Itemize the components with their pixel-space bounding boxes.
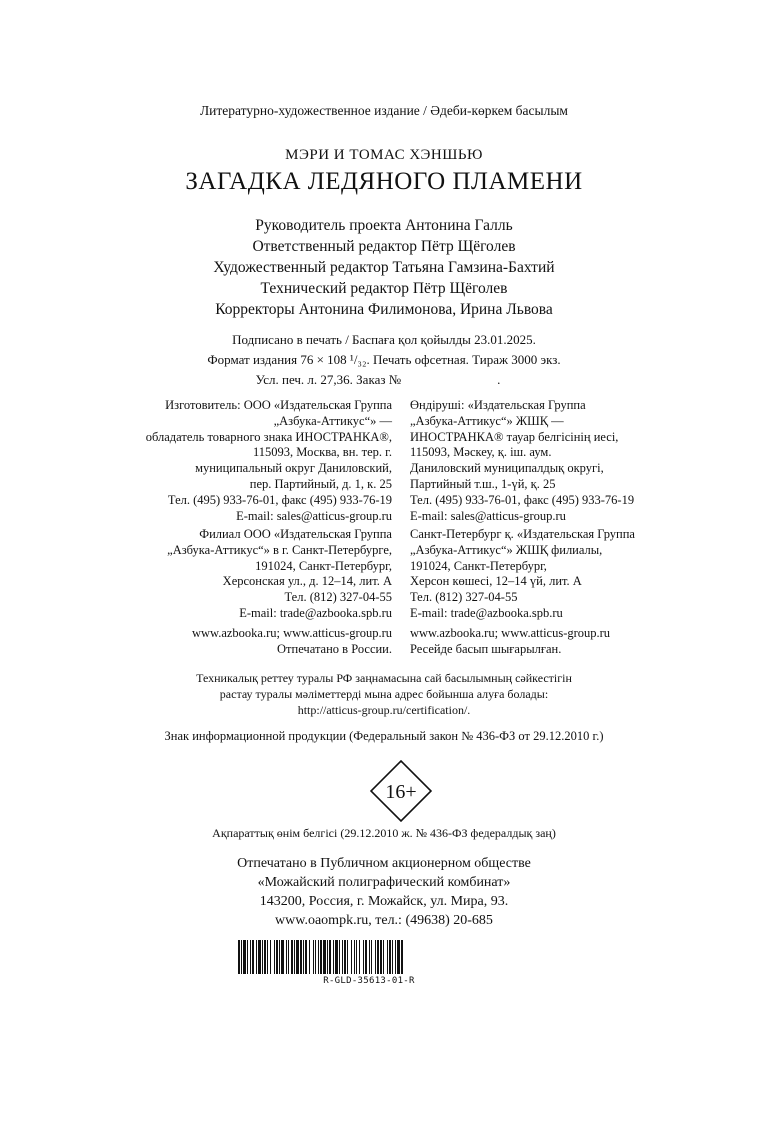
barcode-bar bbox=[347, 940, 348, 974]
barcode-bar bbox=[286, 940, 287, 974]
sheets-order-line bbox=[0, 370, 762, 390]
manufacturer-ru-line: Тел. (495) 933-76-01, факс (495) 933-76-19 bbox=[167, 492, 392, 507]
branch-kz bbox=[410, 527, 635, 622]
sheets-end: . bbox=[497, 372, 501, 387]
barcode-bar bbox=[395, 940, 396, 974]
barcode-bar bbox=[375, 940, 376, 974]
printer-line: «Можайский полиграфический комбинат» bbox=[257, 875, 511, 890]
barcode-bar bbox=[303, 940, 304, 974]
barcode bbox=[238, 940, 538, 974]
barcode-bar bbox=[354, 940, 355, 974]
manufacturer-ru-line: „Азбука-Аттикус“» — bbox=[273, 413, 392, 428]
barcode-bar bbox=[377, 940, 379, 974]
barcode-bar bbox=[315, 940, 316, 974]
branch-ru-line: Филиал ООО «Издательская Группа bbox=[199, 527, 392, 541]
sheets-text: Усл. печ. л. 27,36. Заказ № bbox=[255, 372, 402, 387]
manufacturer-kz-line: ИНОСТРАНКА® тауар белгісінің иесі, bbox=[410, 429, 619, 444]
barcode-bar bbox=[387, 940, 388, 974]
barcode-bar bbox=[401, 940, 403, 974]
barcode-bar bbox=[276, 940, 278, 974]
barcode-bar bbox=[241, 940, 242, 974]
manufacturer-ru-line: Изготовитель: ООО «Издательская Группа bbox=[165, 398, 392, 412]
manufacturer-kz-line: Тел. (495) 933-76-01, факс (495) 933-76-19 bbox=[410, 492, 635, 507]
credits-block bbox=[0, 215, 768, 320]
barcode-bar bbox=[294, 940, 295, 974]
barcode-bar bbox=[397, 940, 400, 974]
branch-kz-line: 191024, Санкт-Петербург, bbox=[410, 558, 547, 573]
barcode-bar bbox=[291, 940, 293, 974]
manufacturer-kz-line: Даниловский муниципалдық округі, bbox=[410, 461, 604, 476]
printer-line: 143200, Россия, г. Можайск, ул. Мира, 93. bbox=[259, 894, 509, 909]
credit-line: Художественный редактор Татьяна Гамзина-Бахтий bbox=[213, 259, 555, 276]
manufacturer-kz-line: Партийный т.ш., 1-үй, қ. 25 bbox=[410, 476, 556, 491]
book-title: ЗАГАДКА ЛЕДЯНОГО ПЛАМЕНИ bbox=[185, 168, 583, 195]
barcode-bar bbox=[383, 940, 384, 974]
barcode-bar bbox=[369, 940, 370, 974]
credit-line: Технический редактор Пётр Щёголев bbox=[260, 280, 508, 297]
barcode-bar bbox=[389, 940, 391, 974]
branch-kz-line: Херсон көшесі, 12–14 үй, лит. А bbox=[410, 574, 582, 589]
barcode-bar bbox=[363, 940, 364, 974]
barcode-bar bbox=[288, 940, 289, 974]
branch-kz-line: E-mail: trade@azbooka.spb.ru bbox=[410, 605, 563, 620]
certification-note bbox=[0, 670, 768, 718]
barcode-bar bbox=[327, 940, 328, 974]
branch-ru-line: Херсонская ул., д. 12–14, лит. А bbox=[222, 574, 392, 589]
barcode-bar bbox=[270, 940, 271, 974]
barcode-bar bbox=[323, 940, 326, 974]
manufacturer-kz-line: E-mail: sales@atticus-group.ru bbox=[410, 508, 566, 523]
websites-kz: www.azbooka.ru; www.atticus-group.ru bbox=[410, 626, 611, 640]
barcode-bar bbox=[296, 940, 299, 974]
barcode-bar bbox=[333, 940, 334, 974]
certification-url: http://atticus-group.ru/certification/. bbox=[297, 703, 471, 717]
manufacturer-ru-line: 115093, Москва, вн. тер. г. bbox=[252, 445, 392, 460]
credit-line: Руководитель проекта Антонина Галль bbox=[255, 217, 513, 234]
branch-ru bbox=[167, 527, 392, 622]
info-sign-kz: Ақпараттық өнім белгісі (29.12.2010 ж. № 436-ФЗ федералдық заң) bbox=[212, 826, 556, 840]
barcode-bar bbox=[243, 940, 246, 974]
manufacturer-kz-line: 115093, Мәскеу, қ. іш. аум. bbox=[410, 445, 552, 460]
barcode-text: R-GLD-35613-01-R bbox=[323, 976, 415, 986]
barcode-bar bbox=[329, 940, 331, 974]
manufacturer-kz-line: Өндіруші: «Издательская Группа bbox=[410, 398, 586, 412]
websites-ru: www.azbooka.ru; www.atticus-group.ru bbox=[191, 626, 392, 640]
signed-for-print: Подписано в печать / Баспаға қол қойылды 23.01.2025. bbox=[232, 332, 536, 347]
barcode-bar bbox=[238, 940, 240, 974]
barcode-bar bbox=[264, 940, 266, 974]
barcode-bar bbox=[359, 940, 360, 974]
barcode-bar bbox=[365, 940, 367, 974]
barcode-bar bbox=[344, 940, 346, 974]
branch-kz-line: Санкт-Петербург қ. «Издательская Группа bbox=[410, 527, 635, 541]
web-ru bbox=[192, 626, 392, 658]
barcode-bar bbox=[279, 940, 280, 974]
barcode-bar bbox=[252, 940, 254, 974]
barcode-bar bbox=[313, 940, 314, 974]
printed-in-russia-kz: Ресейде басып шығарылған. bbox=[410, 641, 562, 656]
format-line: Формат издания 76 × 108 ¹/₃₂. Печать офсетная. Тираж 3000 экз. bbox=[207, 352, 561, 367]
barcode-bar bbox=[392, 940, 393, 974]
barcode-bar bbox=[356, 940, 357, 974]
barcode-bar bbox=[258, 940, 261, 974]
manufacturer-ru bbox=[146, 398, 392, 524]
barcode-bar bbox=[262, 940, 263, 974]
printed-in-russia: Отпечатано в России. bbox=[277, 641, 392, 656]
barcode-bar bbox=[300, 940, 302, 974]
web-kz bbox=[410, 626, 610, 658]
certification-line: растау туралы мәліметтерді мына адрес бойынша алуға болады: bbox=[219, 687, 549, 701]
print-info bbox=[0, 330, 768, 390]
barcode-bar bbox=[342, 940, 343, 974]
printer-block bbox=[0, 854, 768, 930]
branch-ru-line: Тел. (812) 327-04-55 bbox=[284, 590, 392, 605]
manufacturer-kz-line: „Азбука-Аттикус“» ЖШҚ — bbox=[410, 413, 564, 428]
printer-line: www.oaompk.ru, тел.: (49638) 20-685 bbox=[275, 913, 493, 928]
credit-line: Корректоры Антонина Филимонова, Ирина Львова bbox=[215, 301, 553, 318]
certification-line: Техникалық реттеу туралы РФ заңнамасына сай басылымның сәйкестігін bbox=[196, 671, 572, 685]
branch-kz-line: Тел. (812) 327-04-55 bbox=[410, 590, 518, 605]
barcode-bar bbox=[256, 940, 257, 974]
barcode-bar bbox=[281, 940, 284, 974]
branch-ru-line: E-mail: trade@azbooka.spb.ru bbox=[239, 605, 392, 620]
barcode-bar bbox=[267, 940, 268, 974]
barcode-bar bbox=[305, 940, 307, 974]
manufacturer-ru-line: E-mail: sales@atticus-group.ru bbox=[236, 508, 392, 523]
barcode-bar bbox=[274, 940, 275, 974]
manufacturer-kz bbox=[410, 398, 634, 524]
barcode-bar bbox=[335, 940, 338, 974]
credit-line: Ответственный редактор Пётр Щёголев bbox=[252, 238, 516, 255]
printer-line: Отпечатано в Публичном акционерном обществе bbox=[237, 856, 531, 871]
age-rating-text: 16+ bbox=[385, 781, 417, 803]
branch-ru-line: 191024, Санкт-Петербург, bbox=[255, 558, 392, 573]
barcode-bar bbox=[380, 940, 382, 974]
authors: МЭРИ И ТОМАС ХЭНШЬЮ bbox=[285, 147, 483, 163]
barcode-bar bbox=[339, 940, 340, 974]
barcode-bar bbox=[320, 940, 322, 974]
barcode-bar bbox=[250, 940, 251, 974]
age-rating-badge bbox=[370, 760, 432, 822]
branch-ru-line: „Азбука-Аттикус“» в г. Санкт-Петербурге, bbox=[167, 542, 392, 557]
edition-type: Литературно-художественное издание / Әдеби-көркем басылым bbox=[200, 103, 568, 118]
branch-kz-line: „Азбука-Аттикус“» ЖШҚ филиалы, bbox=[410, 542, 603, 557]
manufacturer-ru-line: муниципальный округ Даниловский, bbox=[195, 461, 392, 476]
barcode-bar bbox=[247, 940, 248, 974]
barcode-bar bbox=[371, 940, 372, 974]
barcode-bar bbox=[309, 940, 310, 974]
info-sign-ru: Знак информационной продукции (Федеральный закон № 436-ФЗ от 29.12.2010 г.) bbox=[164, 729, 604, 743]
manufacturer-ru-line: пер. Партийный, д. 1, к. 25 bbox=[249, 476, 392, 491]
barcode-bar bbox=[351, 940, 352, 974]
manufacturer-ru-line: обладатель товарного знака ИНОСТРАНКА®, bbox=[145, 429, 392, 444]
barcode-bar bbox=[318, 940, 319, 974]
